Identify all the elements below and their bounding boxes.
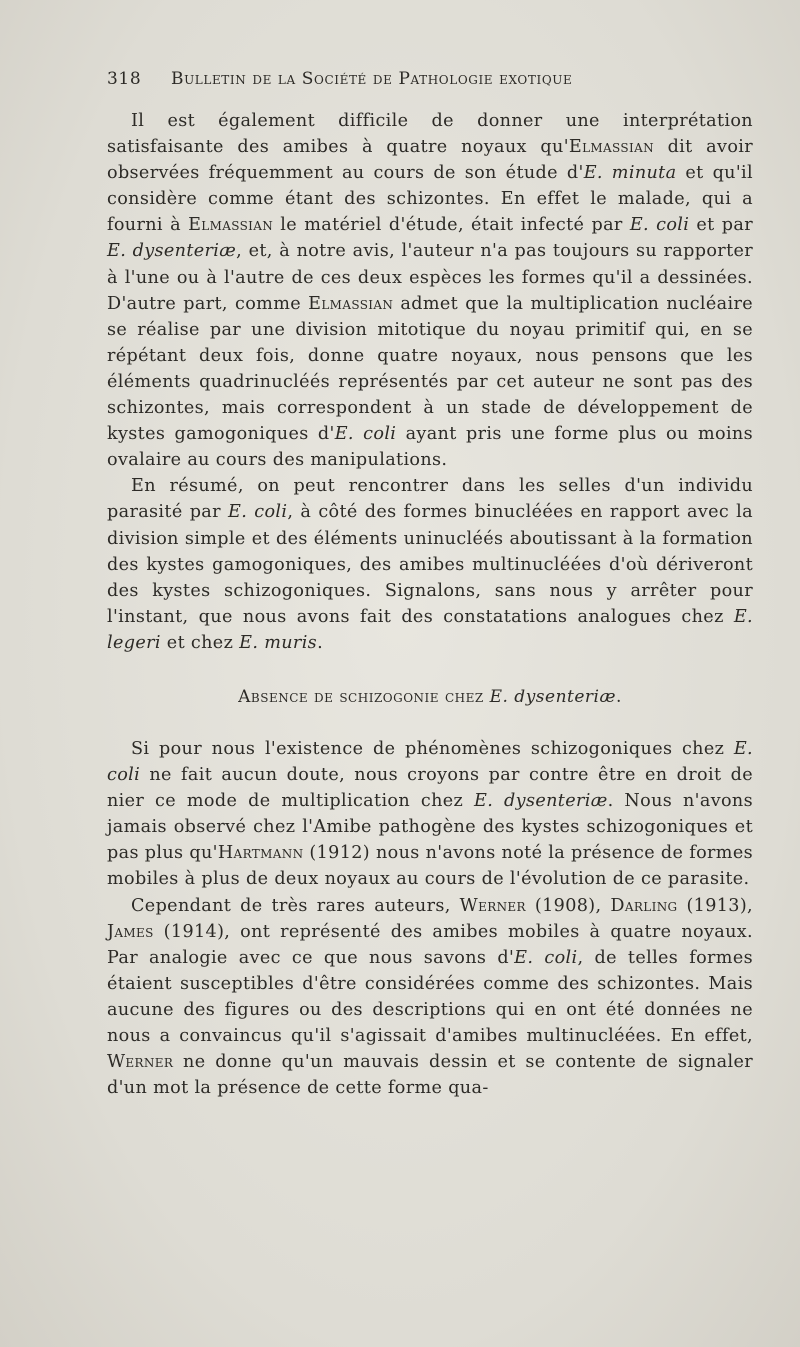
species-name: E. dysenteriæ xyxy=(474,791,608,812)
paragraph-rare-authors: Cependant de très rares auteurs, Werner (1908), Darling (1913), James (1914), ont représenté des amibes mobiles à quatre noyaux. Par analogie avec ce que nous savons d'E. coli, de telles formes étaient susceptibles d'être considérées comme des schizontes. Mais aucune des figures ou des descriptions qui en ont été données ne nous a convaincus qu'il s'agissait d'amibes multinucléées. En effet, Werner ne donne qu'un mauvais dessin et se contente de signaler d'un mot la présence de cette forme qua- xyxy=(107,895,753,1099)
paragraph-no-schizogony: Si pour nous l'existence de phénomènes schizogoniques chez E. coli ne fait aucun doute, nous croyons par contre être en droit de nier ce mode de multiplication chez E. dysenteriæ. Nous n'avons jamais observé chez l'Amibe pathogène des kystes schizogoniques et pas plus qu'Hartmann (1912) nous n'avons noté la présence de formes mobiles à plus de deux noyaux au cours de l'évolution de ce parasite. xyxy=(107,738,753,890)
author-name: Werner xyxy=(107,1052,174,1073)
journal-title: Bulletin de la Société de Pathologie exotique xyxy=(171,69,573,89)
species-name: E. coli xyxy=(514,947,578,968)
page-content xyxy=(107,62,753,1101)
species-name: E. coli xyxy=(107,738,753,786)
author-name: Werner xyxy=(459,895,526,916)
author-name: James xyxy=(107,921,154,942)
running-head xyxy=(107,62,753,96)
species-name: E. legeri xyxy=(107,606,753,653)
species-name: E. coli xyxy=(334,424,397,445)
species-name: E. coli xyxy=(629,215,690,236)
species-name: E. coli xyxy=(228,502,288,523)
author-name: Darling xyxy=(610,895,678,916)
species-name: E. dysenteriæ xyxy=(489,686,616,707)
species-name: E. minuta xyxy=(583,163,677,184)
page-number: 318 xyxy=(107,69,142,89)
species-name: E. muris xyxy=(239,632,318,653)
paragraph-elmassian: Il est également difficile de donner une interprétation satisfaisante des amibes à quatre noyaux qu'Elmassian dit avoir observées fréquemment au cours de son étude d'E. minuta et qu'il considère comme étant des schizontes. En effet le malade, qui a fourni à Elmassian le matériel d'étude, était infecté par E. coli et par E. dysenteriæ, et, à notre avis, l'auteur n'a pas toujours su rapporter à l'une ou à l'autre de ces deux espèces les formes qu'il a dessinées. D'autre part, comme Elmassian admet que la multiplication nucléaire se réalise par une division mitotique du noyau primitif qui, en se répétant deux fois, donne quatre noyaux, nous pensons que les éléments quadrinucléés représentés par cet auteur ne sont pas des schizontes, mais correspondent à un stade de développement de kystes gamogoniques d'E. coli ayant pris une forme plus ou moins ovalaire au cours des manipulations. xyxy=(107,111,754,471)
section-heading: Absence de schizogonie chez E. dysenteriæ. xyxy=(238,686,622,707)
author-name: Elmassian xyxy=(308,293,394,314)
author-name: Elmassian xyxy=(188,215,274,236)
author-name: Hartmann xyxy=(217,843,304,864)
paragraph-summary: En résumé, on peut rencontrer dans les selles d'un individu parasité par E. coli, à côté des formes binucléées en rapport avec la division simple et des éléments uninucléés aboutissant à la formation des kystes gamogoniques, des amibes multinucléées d'où dériveront des kystes schizogoniques. Signalons, sans nous y arrêter pour l'instant, que nous avons fait des constatations analogues chez E. legeri et chez E. muris. xyxy=(107,476,753,653)
author-name: Elmassian xyxy=(568,137,654,158)
species-name: E. dysenteriæ xyxy=(107,241,237,262)
